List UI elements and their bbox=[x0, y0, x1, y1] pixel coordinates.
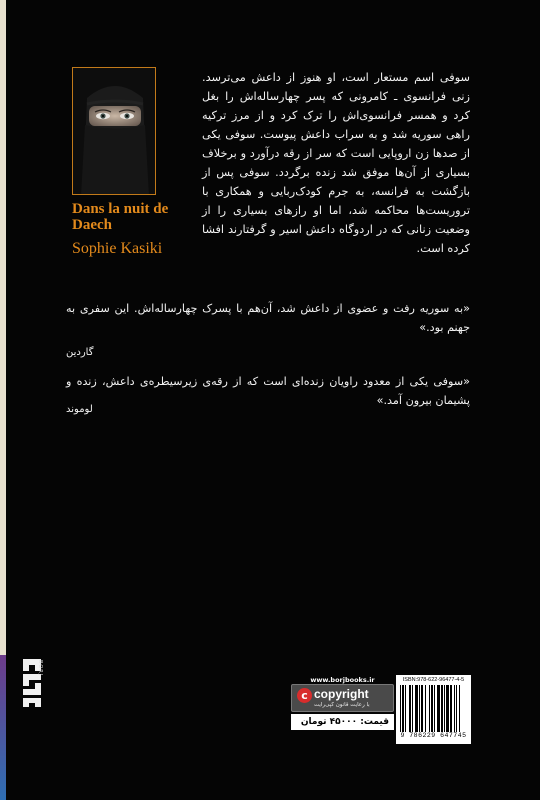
review-quote-lemonde: «سوفی یکی از معدود راویان زنده‌ای است که از رقه‌ی زیرسیطره‌ی داعش، زنده و پشیمان بیرون آمد.» bbox=[66, 375, 470, 407]
barcode-bar bbox=[419, 685, 420, 732]
copyright-icon: c bbox=[297, 688, 312, 703]
publisher-logo-label: BORJ bbox=[37, 660, 43, 677]
review-source-guardian: گاردین bbox=[66, 347, 94, 358]
isbn-number: ISBN:978-622-96477-4-5 bbox=[402, 677, 465, 683]
isbn-barcode bbox=[396, 675, 471, 744]
barcode-bar bbox=[431, 685, 433, 732]
barcode-bar bbox=[412, 685, 413, 732]
barcode-bar bbox=[434, 685, 435, 732]
book-title: Dans la nuit de Daech bbox=[72, 201, 169, 233]
barcode-bar bbox=[459, 685, 460, 732]
copyright-word: copyright bbox=[314, 687, 369, 701]
publisher-website: www.borjbooks.ir bbox=[310, 676, 375, 684]
copyright-note: با رعایت قانون کپی‌رایت bbox=[314, 702, 370, 708]
barcode-bar bbox=[402, 685, 404, 732]
synopsis-paragraph: سوفی اسم مستعار است، او هنوز از داعش می‌ترسد. زنی فرانسوی ـ کامرونی که پسر چهارساله‌اش را بغل کرد و همسر فرانسوی‌اش را ترک کرد و از مرز ترکیه راهی سوریه شد و به سراب داعش پیوست. سوفی یکی از صدها زن اروپایی است که سر از رقه درآورد و برخلاف بسیاری از آن‌ها موفق شد زنده برگردد. سوفی پس از بازگشت به فرانسه، به جرم کودک‌ربایی و همکاری با تروریست‌ها محاکمه شد، اما او رازهای بسیاری را از وضعیت زنانی که در اردوگاه داعش اسیر و گرفتارند افشا کرده است. bbox=[202, 71, 470, 255]
barcode-bar bbox=[437, 685, 440, 732]
barcode-bar bbox=[444, 685, 445, 732]
book-author: Sophie Kasiki bbox=[72, 240, 163, 257]
review-source-lemonde: لوموند bbox=[66, 404, 93, 415]
barcode-bar bbox=[456, 685, 457, 732]
cover-photo bbox=[72, 67, 156, 195]
synopsis-text bbox=[202, 68, 470, 258]
barcode-bar bbox=[409, 685, 411, 732]
barcode-bar bbox=[441, 685, 443, 732]
barcode-bar bbox=[450, 685, 452, 732]
barcode-digits: 9 786229 647745 bbox=[400, 732, 467, 739]
barcode-bars bbox=[400, 685, 467, 732]
barcode-bar bbox=[400, 685, 401, 732]
barcode-bar bbox=[415, 685, 418, 732]
barcode-bar bbox=[446, 685, 449, 732]
spine-strip bbox=[0, 0, 6, 800]
barcode-bar bbox=[421, 685, 423, 732]
copyright-badge bbox=[291, 684, 394, 712]
barcode-bar bbox=[454, 685, 455, 732]
review-quote-guardian: «به سوریه رفت و عضوی از داعش شد، آن‌هم با پسرک چهارساله‌اش. این سفری به جهنم بود.» bbox=[66, 302, 470, 334]
barcode-bar bbox=[405, 685, 406, 732]
barcode-bar bbox=[429, 685, 430, 732]
barcode-bar bbox=[425, 685, 426, 732]
veiled-woman-image bbox=[73, 68, 156, 195]
spine-accent bbox=[0, 655, 6, 800]
price-label: قیمت: ۴۵۰۰۰ تومان bbox=[291, 714, 394, 730]
